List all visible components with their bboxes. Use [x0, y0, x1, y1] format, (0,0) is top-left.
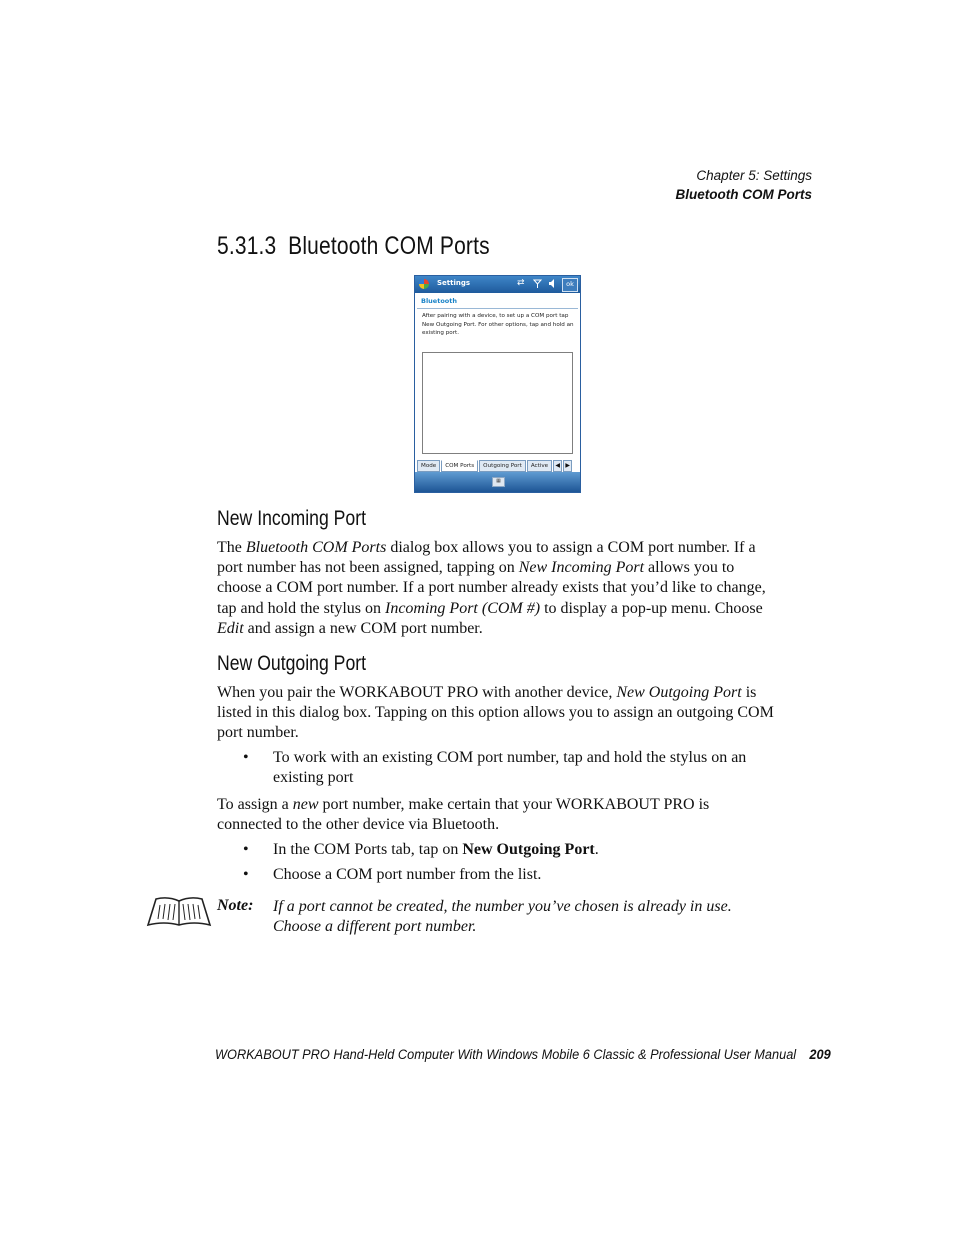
bullet-marker: •: [243, 749, 249, 766]
bullet-marker: •: [243, 866, 249, 883]
note-text: If a port cannot be created, the number you’ve chosen is already in use. Choose a different port number.: [273, 898, 732, 936]
manual-title: WORKABOUT PRO Hand-Held Computer With Windows Mobile 6 Classic & Professional User Manual: [215, 1047, 797, 1062]
bullet-com-ports-tab: • In the COM Ports tab, tap on New Outgoing Port.: [243, 840, 777, 860]
page-footer: [215, 1047, 831, 1062]
tab-scroll-right-icon[interactable]: ▶: [563, 460, 572, 472]
divider: [417, 308, 578, 309]
section-number: 5.31.3: [217, 232, 277, 260]
section-label: Bluetooth COM Ports: [675, 187, 812, 202]
com-port-list[interactable]: [422, 352, 573, 454]
tab-scroll-left-icon[interactable]: ◀: [553, 460, 562, 472]
note-label: Note:: [217, 897, 254, 914]
chapter-label: Chapter 5: Settings: [696, 168, 812, 183]
signal-icon: [533, 278, 542, 292]
assign-new-paragraph: To assign a new port number, make certain that your WORKABOUT PRO is connected to the other device via Bluetooth.: [217, 796, 710, 834]
ok-button[interactable]: ok: [562, 278, 578, 292]
tab-mode[interactable]: Mode: [417, 460, 440, 472]
incoming-paragraph: The Bluetooth COM Ports dialog box allows you to assign a COM port number. If a port number has not been assigned, tapping on New Incoming Port allows you to choose a COM port number. If a port number already exists that you’d like to change, tap and hold the stylus on Incoming Port (COM #) to display a pop-up menu. Choose Edit and assign a new COM port number.: [217, 539, 766, 637]
bullet-existing-port: • To work with an existing COM port number, tap and hold the stylus on an existing port: [243, 749, 747, 787]
tab-outgoing-port[interactable]: Outgoing Port: [479, 460, 526, 472]
keyboard-icon[interactable]: ▦: [492, 477, 505, 487]
windows-start-icon: [419, 279, 429, 289]
connectivity-icon: ⇄: [517, 278, 525, 288]
section-title-text: Bluetooth COM Ports: [288, 232, 490, 260]
note-book-icon: [146, 895, 212, 927]
device-tabs: [417, 460, 573, 472]
tab-active[interactable]: Active: [527, 460, 552, 472]
running-header: [676, 166, 813, 204]
device-screenshot: [414, 275, 581, 493]
tab-com-ports[interactable]: COM Ports: [441, 460, 478, 472]
device-subtitle: Bluetooth: [421, 297, 457, 305]
bullet-marker: •: [243, 841, 249, 858]
section-title: [217, 232, 502, 261]
device-title-bar: [415, 276, 580, 293]
device-instructions: After pairing with a device, to set up a COM port tap New Outgoing Port. For other options, tap and hold an existing port.: [422, 313, 574, 336]
heading-new-incoming-port: New Incoming Port: [217, 507, 367, 530]
outgoing-paragraph: When you pair the WORKABOUT PRO with another device, New Outgoing Port is listed in this dialog box. Tapping on this option allows you to assign an outgoing COM port number.: [217, 684, 774, 742]
bullet-choose-port: • Choose a COM port number from the list.: [243, 865, 777, 885]
page-number: 209: [809, 1047, 831, 1062]
device-title: Settings: [437, 279, 471, 287]
heading-new-outgoing-port: New Outgoing Port: [217, 652, 367, 675]
volume-icon: [548, 278, 557, 292]
device-menu-bar: [415, 472, 580, 492]
